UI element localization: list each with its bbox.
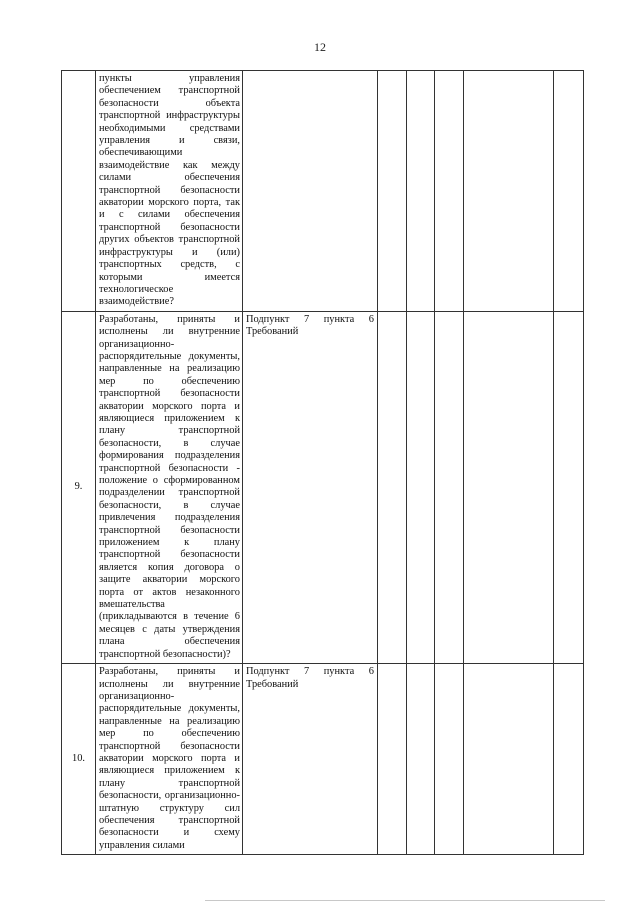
answer-cell-2 <box>407 664 435 855</box>
question-cell <box>96 71 243 312</box>
row-number-cell <box>62 311 96 663</box>
table-row <box>62 311 584 663</box>
answer-cell-3 <box>435 71 464 312</box>
question-text: пункты управления обеспечением транспортной безопасности объекта транспортной инфраструктуры необходимыми средствами управления и связи, обеспечивающими взаимодействие как между силами обеспечения транспортной безопасности акватории морского порта, так и с силами обеспечения транспортной безопасности других объектов транспортной инфраструктуры и (или) транспортных средств, с которыми имеется технологическое взаимодействие? <box>99 73 240 308</box>
answer-cell-4 <box>464 311 554 663</box>
row-number: 9. <box>74 481 83 493</box>
answer-cell-1 <box>378 71 407 312</box>
table-row <box>62 664 584 855</box>
row-number-cell <box>62 71 96 312</box>
answer-cell-1 <box>378 664 407 855</box>
answer-cell-2 <box>407 71 435 312</box>
row-number: 10. <box>72 752 85 764</box>
reference-cell <box>243 311 378 663</box>
checklist-table <box>61 70 584 855</box>
reference-line-2: Требований <box>246 326 299 338</box>
answer-cell-4 <box>464 71 554 312</box>
answer-cell-5 <box>554 71 584 312</box>
answer-cell-3 <box>435 664 464 855</box>
answer-cell-2 <box>407 311 435 663</box>
question-cell <box>96 664 243 855</box>
page-number: 12 <box>314 40 326 54</box>
answer-cell-3 <box>435 311 464 663</box>
answer-cell-4 <box>464 664 554 855</box>
answer-cell-1 <box>378 311 407 663</box>
row-number-cell <box>62 664 96 855</box>
reference-line-2: Требований <box>246 678 299 690</box>
table-row <box>62 71 584 312</box>
question-text: Разработаны, приняты и исполнены ли внутренние организационно-распорядительные документы, направленные на реализацию мер по обеспечению транспортной безопасности акватории морского порта и являющиеся приложением к плану транспортной безопасности, организационно-штатную структуру сил обеспечения транспортной безопасности и схему управления силами <box>99 666 240 851</box>
reference-cell <box>243 664 378 855</box>
reference-line-1: Подпункт 7 пункта 6 <box>246 313 374 325</box>
answer-cell-5 <box>554 311 584 663</box>
reference-cell <box>243 71 378 312</box>
page-bottom-rule <box>205 900 605 901</box>
reference-line-1: Подпункт 7 пункта 6 <box>246 666 374 678</box>
question-cell <box>96 311 243 663</box>
question-text: Разработаны, приняты и исполнены ли внутренние организационно-распорядительные документы, направленные на реализацию мер по обеспечению транспортной безопасности акватории морского порта и являющиеся приложением к плану транспортной безопасности, в случае формирования подразделения транспортной безопасности - положение о сформированном подразделении транспортной безопасности, в случае привлечения подразделения транспортной безопасности приложением к плану транспортной безопасности является копия договора о защите акватории морского порта от актов незаконного вмешательства (прикладываются в течение 6 месяцев с даты утверждения плана обеспечения транспортной безопасности)? <box>99 313 240 660</box>
answer-cell-5 <box>554 664 584 855</box>
